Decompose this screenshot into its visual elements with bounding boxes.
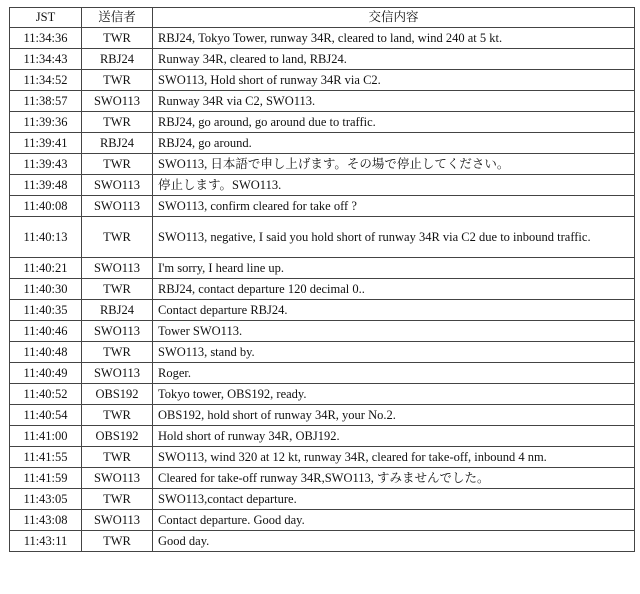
row-sender: OBS192 — [82, 426, 153, 447]
row-time: 11:34:52 — [10, 70, 82, 91]
row-message: Contact departure RBJ24. — [153, 300, 635, 321]
row-time: 11:43:08 — [10, 510, 82, 531]
atc-communications-table — [9, 7, 635, 552]
row-message: Runway 34R, cleared to land, RBJ24. — [153, 49, 635, 70]
table-row — [10, 217, 635, 258]
table-row — [10, 133, 635, 154]
row-message: SWO113, wind 320 at 12 kt, runway 34R, cleared for take-off, inbound 4 nm. — [153, 447, 635, 468]
table-row — [10, 258, 635, 279]
row-sender: SWO113 — [82, 258, 153, 279]
row-message: SWO113, stand by. — [153, 342, 635, 363]
row-sender: TWR — [82, 70, 153, 91]
table-row — [10, 49, 635, 70]
header-message: 交信内容 — [153, 8, 635, 28]
table-row — [10, 196, 635, 217]
header-time: JST — [10, 8, 82, 28]
table-row — [10, 175, 635, 196]
row-sender: RBJ24 — [82, 49, 153, 70]
row-message: RBJ24, go around, go around due to traffic. — [153, 112, 635, 133]
row-message: SWO113, 日本語で申し上げます。その場で停止してください。 — [153, 154, 635, 175]
row-message: Hold short of runway 34R, OBJ192. — [153, 426, 635, 447]
table-row — [10, 531, 635, 552]
row-sender: TWR — [82, 489, 153, 510]
row-message: RBJ24, Tokyo Tower, runway 34R, cleared to land, wind 240 at 5 kt. — [153, 28, 635, 49]
row-message: Cleared for take-off runway 34R,SWO113, すみませんでした。 — [153, 468, 635, 489]
row-time: 11:43:11 — [10, 531, 82, 552]
table-row — [10, 112, 635, 133]
table-row — [10, 384, 635, 405]
row-sender: SWO113 — [82, 321, 153, 342]
table-header-row — [10, 8, 635, 28]
table-row — [10, 300, 635, 321]
row-time: 11:38:57 — [10, 91, 82, 112]
row-time: 11:39:43 — [10, 154, 82, 175]
table-row — [10, 468, 635, 489]
row-sender: RBJ24 — [82, 133, 153, 154]
table-row — [10, 447, 635, 468]
table-row — [10, 342, 635, 363]
row-sender: SWO113 — [82, 175, 153, 196]
row-sender: SWO113 — [82, 510, 153, 531]
row-message: SWO113, negative, I said you hold short of runway 34R via C2 due to inbound traffic. — [153, 217, 635, 258]
row-sender: RBJ24 — [82, 300, 153, 321]
row-sender: TWR — [82, 217, 153, 258]
table-row — [10, 279, 635, 300]
row-message: Tokyo tower, OBS192, ready. — [153, 384, 635, 405]
row-message: I'm sorry, I heard line up. — [153, 258, 635, 279]
row-time: 11:41:00 — [10, 426, 82, 447]
row-time: 11:43:05 — [10, 489, 82, 510]
row-message: RBJ24, go around. — [153, 133, 635, 154]
row-sender: TWR — [82, 447, 153, 468]
table-row — [10, 321, 635, 342]
row-time: 11:40:08 — [10, 196, 82, 217]
row-message: SWO113, Hold short of runway 34R via C2. — [153, 70, 635, 91]
row-time: 11:41:55 — [10, 447, 82, 468]
row-time: 11:40:46 — [10, 321, 82, 342]
row-message: Tower SWO113. — [153, 321, 635, 342]
row-time: 11:39:48 — [10, 175, 82, 196]
table-row — [10, 91, 635, 112]
table-row — [10, 70, 635, 91]
row-time: 11:40:49 — [10, 363, 82, 384]
row-sender: TWR — [82, 342, 153, 363]
row-sender: TWR — [82, 531, 153, 552]
row-time: 11:40:21 — [10, 258, 82, 279]
row-sender: TWR — [82, 279, 153, 300]
header-sender: 送信者 — [82, 8, 153, 28]
row-sender: TWR — [82, 405, 153, 426]
row-time: 11:40:35 — [10, 300, 82, 321]
row-message: SWO113, confirm cleared for take off ? — [153, 196, 635, 217]
table-row — [10, 154, 635, 175]
row-time: 11:40:52 — [10, 384, 82, 405]
table-row — [10, 510, 635, 531]
table-row — [10, 28, 635, 49]
row-message: Good day. — [153, 531, 635, 552]
row-time: 11:40:30 — [10, 279, 82, 300]
row-time: 11:39:36 — [10, 112, 82, 133]
row-sender: TWR — [82, 112, 153, 133]
row-time: 11:39:41 — [10, 133, 82, 154]
row-sender: SWO113 — [82, 468, 153, 489]
table-row — [10, 363, 635, 384]
row-sender: TWR — [82, 28, 153, 49]
row-sender: TWR — [82, 154, 153, 175]
table-row — [10, 489, 635, 510]
table-row — [10, 405, 635, 426]
row-time: 11:40:54 — [10, 405, 82, 426]
row-time: 11:34:36 — [10, 28, 82, 49]
row-time: 11:34:43 — [10, 49, 82, 70]
row-message: RBJ24, contact departure 120 decimal 0.. — [153, 279, 635, 300]
row-message: Contact departure. Good day. — [153, 510, 635, 531]
row-message: OBS192, hold short of runway 34R, your No.2. — [153, 405, 635, 426]
table-row — [10, 426, 635, 447]
row-message: SWO113,contact departure. — [153, 489, 635, 510]
row-sender: SWO113 — [82, 196, 153, 217]
row-time: 11:40:48 — [10, 342, 82, 363]
row-sender: OBS192 — [82, 384, 153, 405]
row-message: Runway 34R via C2, SWO113. — [153, 91, 635, 112]
row-sender: SWO113 — [82, 363, 153, 384]
row-message: Roger. — [153, 363, 635, 384]
row-sender: SWO113 — [82, 91, 153, 112]
row-time: 11:40:13 — [10, 217, 82, 258]
row-time: 11:41:59 — [10, 468, 82, 489]
row-message: 停止します。SWO113. — [153, 175, 635, 196]
